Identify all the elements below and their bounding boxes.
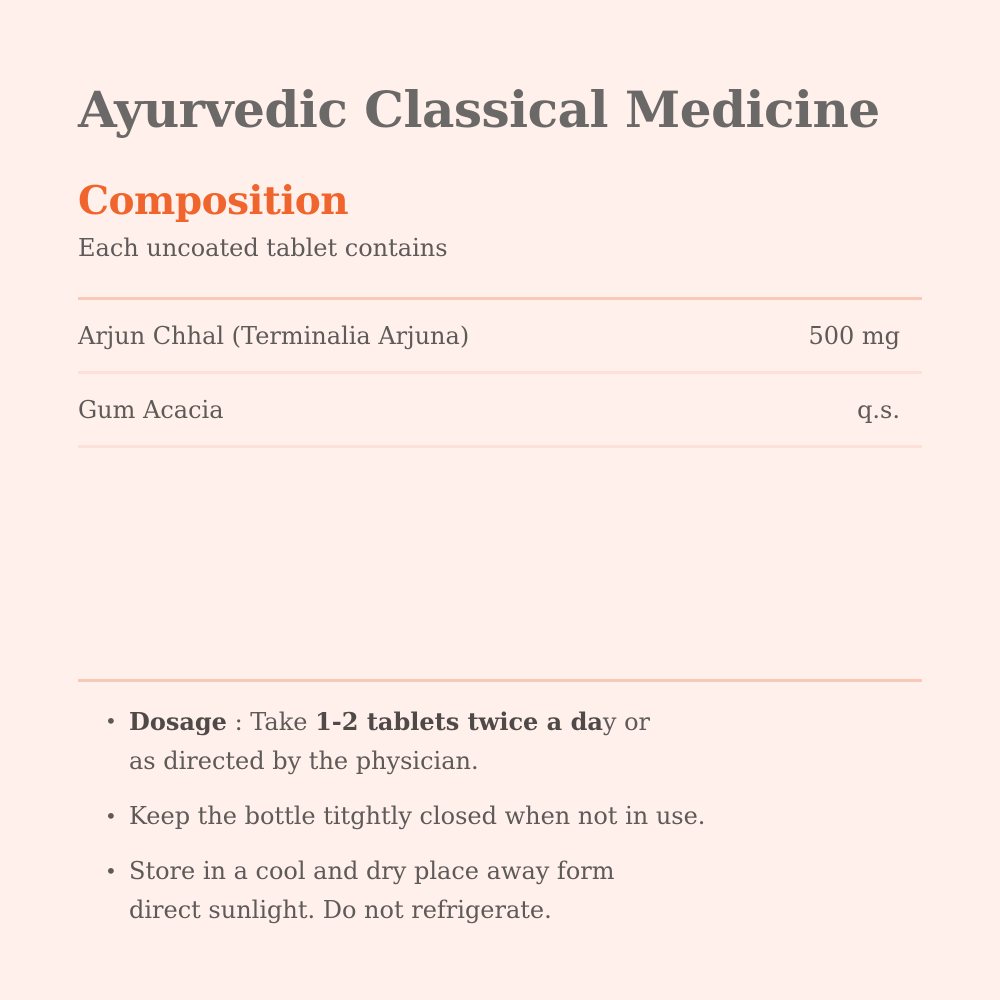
bullet-icon: • [105, 804, 117, 828]
ingredient-name: Arjun Chhal (Terminalia Arjuna) [78, 321, 470, 350]
page-title: Ayurvedic Classical Medicine [78, 80, 880, 139]
storage-line2: direct sunlight. Do not refrigerate. [129, 896, 552, 924]
bullet-icon: • [105, 859, 117, 883]
ingredient-name: Gum Acacia [78, 395, 224, 424]
composition-subtitle: Each uncoated tablet contains [78, 234, 448, 262]
list-item [105, 852, 745, 930]
storage-closed-note: Keep the bottle titghtly closed when not in use. [129, 802, 706, 830]
table-row [78, 374, 922, 448]
ingredient-quantity: q.s. [857, 395, 900, 424]
composition-heading: Composition [78, 178, 349, 224]
storage-line1: Store in a cool and dry place away form [129, 857, 615, 885]
dosage-text-line2: as directed by the physician. [129, 747, 479, 775]
dosage-separator: : Take [226, 708, 316, 736]
table-row [78, 300, 922, 374]
composition-table [78, 297, 922, 448]
storage-place-note [129, 852, 615, 930]
ingredient-quantity: 500 mg [808, 321, 900, 350]
list-item [105, 702, 745, 781]
list-item [105, 797, 745, 836]
section-divider [78, 679, 922, 682]
usage-notes [105, 702, 745, 946]
dosage-label: Dosage [129, 707, 227, 736]
bullet-icon: • [105, 709, 117, 733]
dosage-amount: 1-2 tablets twice a da [315, 707, 603, 736]
dosage-text: y or [602, 708, 651, 736]
dosage-note [129, 702, 650, 781]
